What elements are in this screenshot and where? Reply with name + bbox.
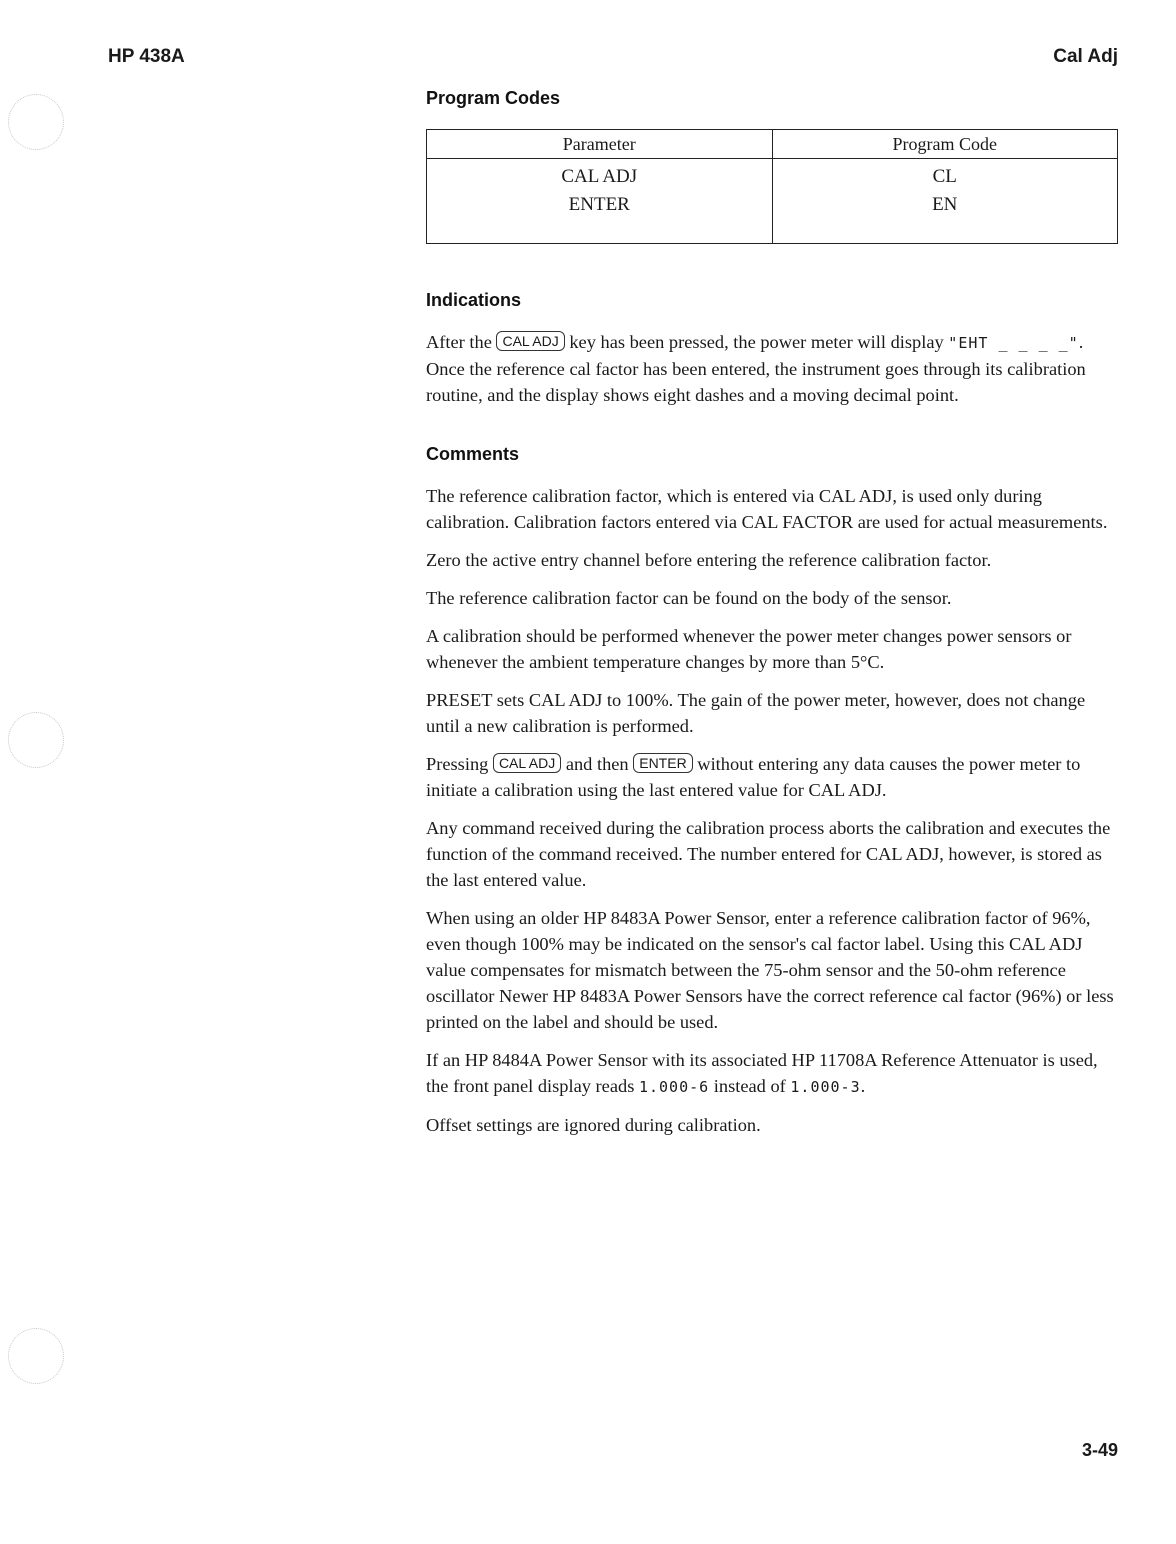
indications-heading: Indications [426,290,522,310]
header-section-title: Cal Adj [1053,46,1118,67]
punch-hole-middle [8,712,64,768]
header-model: HP 438A [108,46,185,67]
text-run: and then [561,754,634,774]
text-run: If an HP 8484A Power Sensor with its associated HP 11708A Reference Attenuator is used, the front panel display reads [426,1050,1098,1096]
parameter-cal-adj: CAL ADJ [561,166,638,187]
comment-paragraph [426,1047,1118,1100]
column-header-parameter: Parameter [427,130,773,159]
program-codes-table [426,129,1118,244]
text-run: After the [426,332,497,352]
table-header-row [427,130,1118,159]
text-run: without entering any data causes the power meter to initiate a calibration using the last entered value for CAL ADJ. [426,754,1081,800]
program-code-cell [772,159,1118,244]
text-run: Pressing [426,754,493,774]
column-header-program-code: Program Code [772,130,1118,159]
comments-heading: Comments [426,444,520,464]
comment-paragraph: Any command received during the calibration process aborts the calibration and executes the function of the command received. The number entered for CAL ADJ, however, is stored as the last entered value. [426,818,1111,890]
main-content [426,88,1118,1150]
table-row [427,159,1118,244]
cal-adj-key: CAL ADJ [493,753,561,773]
indications-paragraph [426,329,1118,408]
punch-hole-bottom [8,1328,64,1384]
program-codes-heading: Program Codes [426,88,561,108]
display-readout: 1.000-3 [790,1078,861,1096]
text-run: . [860,1076,866,1096]
page-number: 3-49 [1081,1440,1118,1460]
display-readout: "EHT _ _ _ _" [948,334,1079,352]
comment-paragraph: When using an older HP 8483A Power Sensor, enter a reference calibration factor of 96%, even though 100% may be indicated on the sensor's cal factor label. Using this CAL ADJ value compensates for mismatch between the 75-ohm sensor and the 50-ohm reference oscillator Newer HP 8483A Power Sensors have the correct reference cal factor (96%) or less printed on the label and should be used. [426,908,1114,1032]
comment-paragraph: The reference calibration factor can be found on the body of the sensor. [426,588,952,608]
comment-paragraph: Zero the active entry channel before entering the reference calibration factor. [426,550,992,570]
comment-paragraph: PRESET sets CAL ADJ to 100%. The gain of the power meter, however, does not change until a new calibration is performed. [426,690,1086,736]
code-en: EN [932,194,958,215]
comment-paragraph: A calibration should be performed whenever the power meter changes power sensors or whenever the ambient temperature changes by more than 5°C. [426,626,1072,672]
punch-hole-top [8,94,64,150]
comment-paragraph: The reference calibration factor, which is entered via CAL ADJ, is used only during calibration. Calibration factors entered via CAL FACTOR are used for actual measurements. [426,486,1108,532]
parameter-cell [427,159,773,244]
cal-adj-key: CAL ADJ [496,331,564,351]
comment-paragraph [426,751,1118,803]
text-run: . Once the reference cal factor has been entered, the instrument goes through its calibration routine, and the display shows eight dashes and a moving decimal point. [426,332,1086,405]
display-readout: 1.000-6 [638,1078,710,1096]
enter-key: ENTER [633,753,692,773]
text-run: instead of [709,1076,791,1096]
code-cl: CL [932,166,957,187]
parameter-enter: ENTER [568,194,630,215]
text-run: key has been pressed, the power meter will display [564,332,949,352]
comment-paragraph: Offset settings are ignored during calibration. [426,1115,761,1135]
